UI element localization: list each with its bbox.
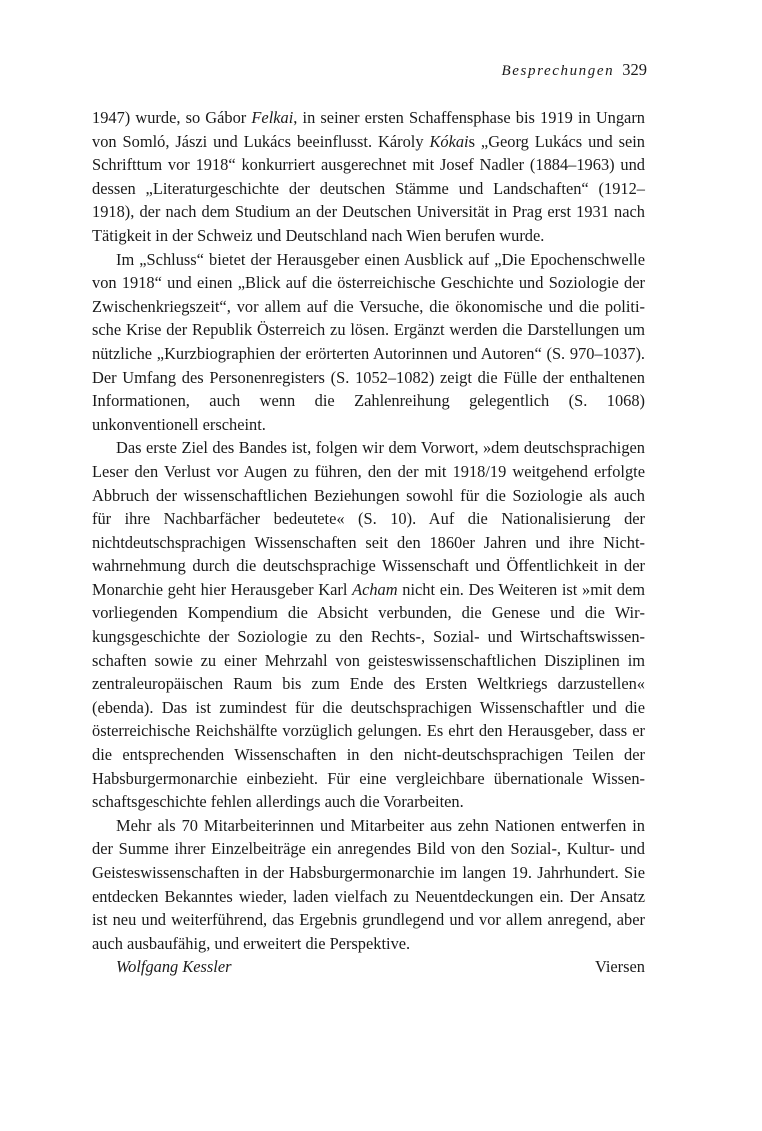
italic-name: Felkai [251,108,294,127]
paragraph-1 [92,106,645,248]
text-run: nicht ein. Des Weiteren ist »mit dem vorliegenden Kompendium die Absicht verbunden, die Genese und die Wirkungsgeschichte der Soziologie zu den Rechts-, Sozial- und Wirtschaftswissenschaften sowie zu einer Mehrzahl von geisteswissenschaftlichen Disziplinen im zentraleuropäischen Raum bis zum Ende des Ersten Weltkriegs darzustellen« (ebenda). Das ist zumindest für die deutschsprachigen Wissenschaftler und die österreichische Reichshälfte vorzüglich gelungen. Es ehrt den Herausgeber, dass er die entsprechenden Wissenschaften in den nicht-deutschsprachigen Teilen der Habsburgermonarchie einbezieht. Für eine vergleichbare übernationale Wissenschaftsgeschichte fehlen allerdings auch die Vorarbeiten. [92,579,645,812]
text-run: s „Georg Lukács und sein Schrifttum vor 1918“ konkurriert ausgerechnet mit Josef Nadler (1884–1963) und dessen „Literaturgeschichte der deutschen Stämme und Landschaften“ (1912–1918), der nach dem Studium an der Deutschen Universität in Prag erst 1931 nach Tätigkeit in der Schweiz und Deutschland nach Wien berufen wurde. [92,131,645,245]
text-run: 1947) wurde, so Gábor [92,108,252,127]
paragraph-3 [92,436,645,814]
page-number: 329 [622,60,647,79]
running-head [502,60,647,81]
author-place: Viersen [595,957,645,977]
article-body [92,106,645,979]
paragraph-4 [92,814,645,956]
italic-name: Acham [352,579,398,599]
italic-name: Kókai [429,131,469,151]
paragraph-2 [92,248,645,437]
author-name: Wolfgang Kessler [116,957,232,977]
text-run: Mehr als 70 Mitarbeiterinnen und Mitarbeiter aus zehn Nationen entwerfen in der Summe ihrer Einzelbeiträge ein anregendes Bild von den Sozial-, Kultur- und Geisteswissenschaften in der Habsburgermonarchie im langen 19. Jahrhundert. Sie entdecken Bekanntes wieder, laden vielfach zu Neuentdeckungen ein. Der Ansatz ist neu und weiterführend, das Ergebnis grundlegend und vor allem anregend, aber auch ausbaufähig, und erweitert die Perspektive. [92,815,645,953]
text-run: , in seiner ersten Schaffensphase bis 1919 in Ungarn von Somló, Jászi und Lukács beeinflusst. Károly [92,108,645,151]
running-head-section: Besprechungen [501,63,615,79]
text-run: Im „Schluss“ bietet der Herausgeber einen Ausblick auf „Die Epochenschwelle von 1918“ und einen „Blick auf die österreichische Geschichte und Soziologie der Zwischenkriegszeit“, vor allem auf die Versuche, die ökonomische und die politische Krise der Republik Österreich zu lösen. Ergänzt werden die Darstellungen um nützliche „Kurzbiographien der erörterten Autorinnen und Autoren“ (S. 970–1037). Der Umfang des Personenregisters (S. 1052–1082) zeigt die Fülle der enthaltenen Informationen, auch wenn die Zahlenreihung gelegentlich (S. 1068) unkonventionell erscheint. [92,249,645,434]
signature-line [92,955,645,979]
text-run: Das erste Ziel des Bandes ist, folgen wir dem Vorwort, »dem deutschsprachigen Leser den Verlust vor Augen zu führen, den der mit 1918/19 weitgehend erfolgte Abbruch der wissenschaftlichen Beziehungen sowohl für die Soziologie als auch für ihre Nachbarfächer bedeutete« (S. 10). Auf die Nationalisierung der nichtdeutschsprachigen Wissenschaften seit den 1860er Jahren und ihre Nichtwahrnehmung durch die deutschsprachige Wissenschaft und Öffentlichkeit in der Monarchie geht hier Herausgeber Karl [92,438,645,599]
